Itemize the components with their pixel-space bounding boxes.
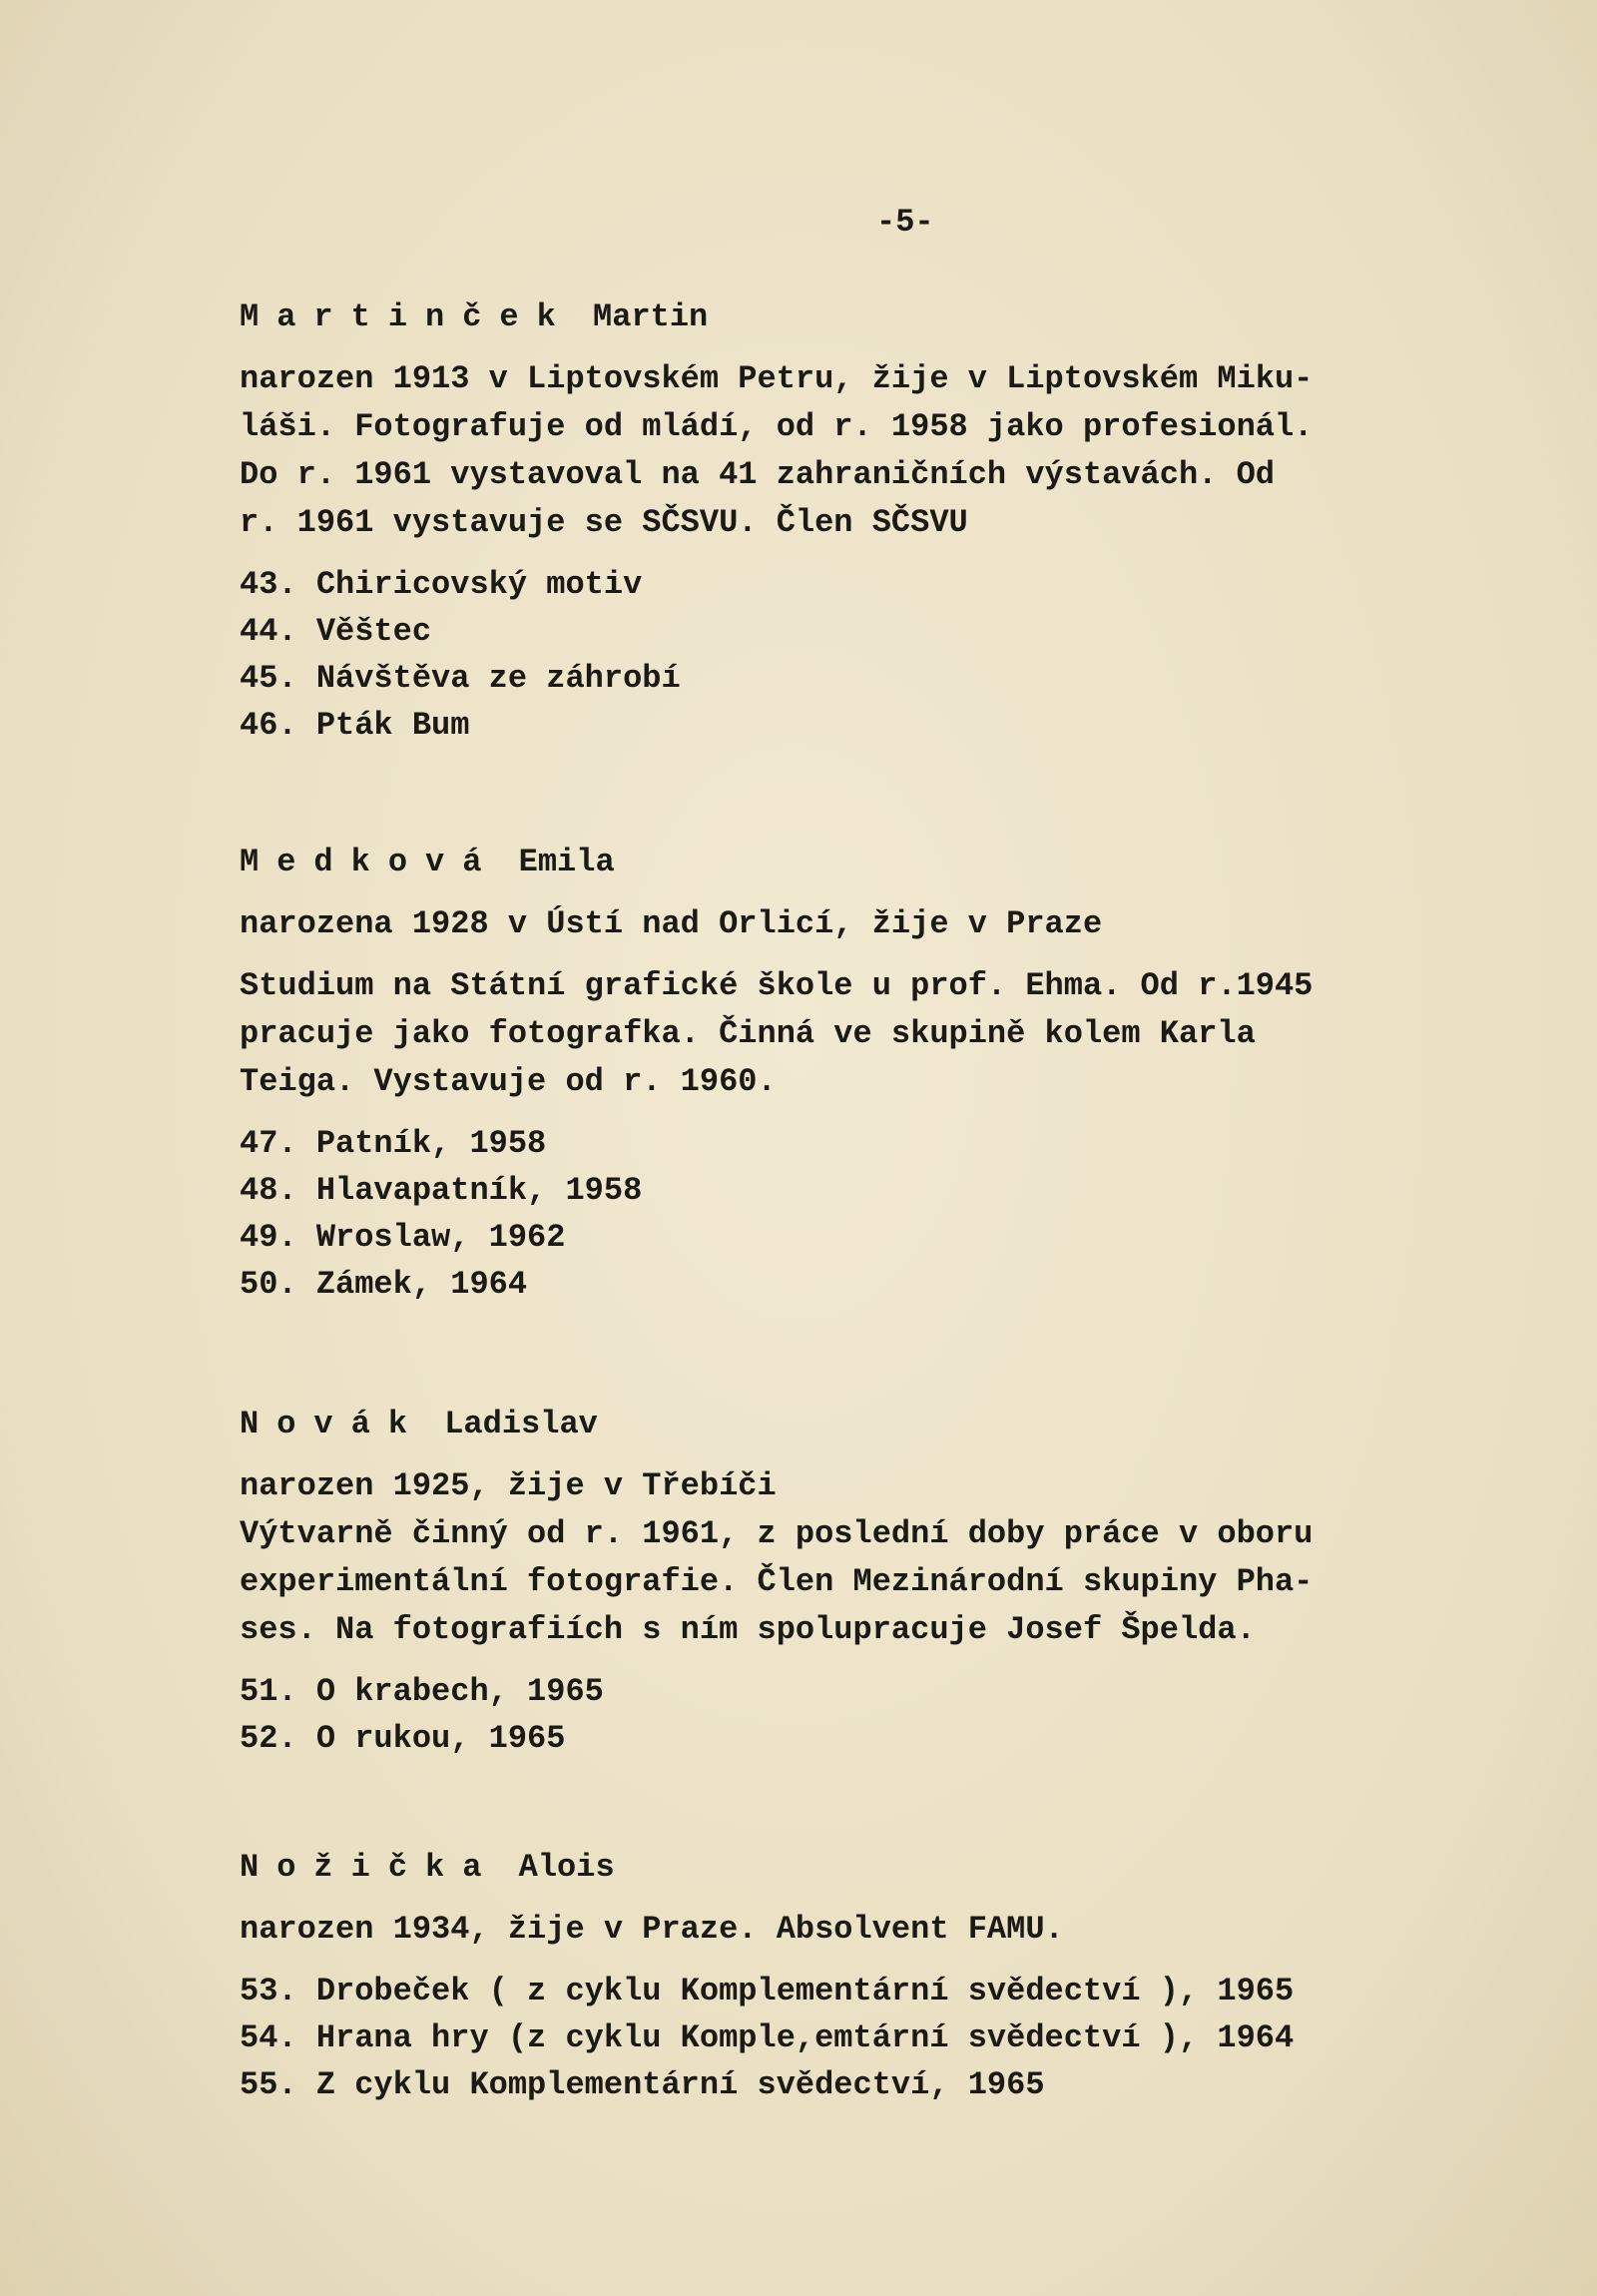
work-item: 51. O krabech, 1965: [240, 1673, 604, 1710]
bio-line: pracuje jako fotografka. Činná ve skupině kolem Karla: [240, 1015, 1256, 1052]
bio-line: narozen 1934, žije v Praze. Absolvent FAMU.: [240, 1911, 1064, 1948]
author-surname: Medková: [240, 844, 500, 880]
author-name: [240, 1401, 1567, 1448]
author-name: [240, 839, 1567, 886]
author-name: [240, 293, 1567, 341]
bio-line: Teiga. Vystavuje od r. 1960.: [240, 1063, 777, 1100]
bio-line: experimentální fotografie. Člen Mezinárodní skupiny Pha-: [240, 1563, 1314, 1600]
entry-martincek: [240, 293, 1567, 749]
bio-line: ses. Na fotografiích s ním spolupracuje Josef Špelda.: [240, 1611, 1256, 1648]
work-item: 49. Wroslaw, 1962: [240, 1219, 566, 1256]
bio-line: Do r. 1961 vystavoval na 41 zahraničních výstavách. Od: [240, 456, 1275, 493]
author-given-name: Alois: [518, 1849, 615, 1886]
page-number: -5-: [876, 204, 934, 241]
work-item: 45. Návštěva ze záhrobí: [240, 660, 681, 697]
bio-line: narozena 1928 v Ústí nad Orlicí, žije v Praze: [240, 905, 1103, 942]
author-name: [240, 1844, 1567, 1892]
author-given-name: Ladislav: [444, 1406, 598, 1442]
author-surname: Novák: [240, 1406, 426, 1442]
bio-line: narozen 1925, žije v Třebíči: [240, 1467, 777, 1504]
work-item: 44. Věštec: [240, 613, 432, 650]
author-given-name: Emila: [518, 844, 615, 880]
bio-line: r. 1961 vystavuje se SČSVU. Člen SČSVU: [240, 504, 968, 541]
work-item: 47. Patník, 1958: [240, 1125, 547, 1162]
work-item: 43. Chiricovský motiv: [240, 566, 643, 603]
work-item: 55. Z cyklu Komplementární svědectví, 1965: [240, 2066, 1045, 2103]
works-list: [240, 1968, 1567, 2108]
entry-nozicka: [240, 1844, 1567, 2108]
works-list: [240, 1120, 1567, 1308]
bio-line: láši. Fotografuje od mládí, od r. 1958 jako profesionál.: [240, 408, 1314, 445]
author-surname: Nožička: [240, 1849, 500, 1886]
bio-line: narozen 1913 v Liptovském Petru, žije v Liptovském Miku-: [240, 360, 1314, 397]
author-surname: Martinček: [240, 298, 574, 335]
work-item: 50. Zámek, 1964: [240, 1266, 528, 1303]
bio-line: Studium na Státní grafické škole u prof. Ehma. Od r.1945: [240, 967, 1314, 1004]
work-item: 52. O rukou, 1965: [240, 1720, 566, 1757]
works-list: [240, 561, 1567, 749]
work-item: 48. Hlavapatník, 1958: [240, 1172, 643, 1209]
work-item: 53. Drobeček ( z cyklu Komplementární svědectví ), 1965: [240, 1973, 1295, 2009]
bio-line: Výtvarně činný od r. 1961, z poslední doby práce v oboru: [240, 1515, 1314, 1552]
works-list: [240, 1668, 1567, 1762]
author-given-name: Martin: [593, 298, 709, 335]
entry-medkova: [240, 839, 1567, 1308]
work-item: 54. Hrana hry (z cyklu Komple,emtární svědectví ), 1964: [240, 2019, 1295, 2056]
entry-novak: [240, 1401, 1567, 1762]
work-item: 46. Pták Bum: [240, 707, 470, 744]
